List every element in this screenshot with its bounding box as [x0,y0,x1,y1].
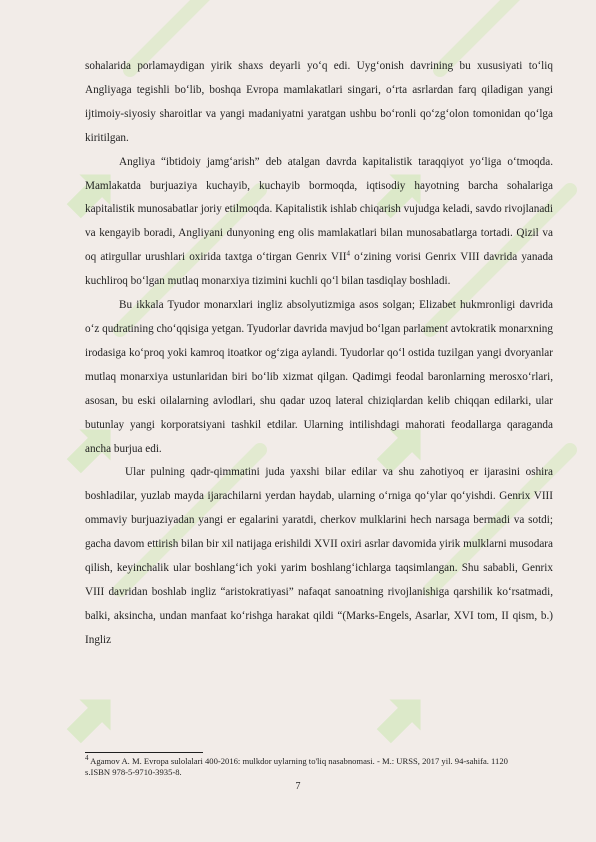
footnote [85,756,535,778]
paragraph-4: Ular pulning qadr-qimmatini juda yaxshi bilar edilar va shu zahotiyoq er ijarasini oshira boshladilar, yuzlab mayda ijarachilarni yerdan haydab, ularning o‘rniga qo‘ylar qo‘yishdi. Genrix VIII ommaviy burjuaziyadan yangi er egalarini yaratdi, cherkov mulklarini hech narsaga bermadi va sotdi; gacha davom ettirish bilan bir xil natijaga erishildi XVII oxiri asrlar davomida yirik mulklarni musodara qilish, keyinchalik ular boshlang‘ich yoki yarim boshlang‘ichlarga taqsimlangan. Shu sababli, Genrix VIII davridan boshlab ingliz “aristokratiyasi” nafaqat sanoatning rivojlanishiga qarshilik ko‘rsatmadi, balki, aksincha, undan manfaat ko‘rishga harakat qildi “(Marks-Engels, Asarlar, XVI tom, II qism, b.) Ingliz [85,466,553,646]
paragraph-2-text-continued: o‘zining vorisi Genrix VIII davrida yanada kuchliroq bo‘lgan mutlaq monarxiya tizimini kuchli qo‘l bilan tasdiqlay boshladi. [85,251,554,288]
footnote-divider [85,752,203,753]
paragraph-3: Bu ikkala Tyudor monarxlari ingliz absolyutizmiga asos solgan; Elizabet hukmronligi davrida o‘z qudratining cho‘qqisiga yetgan. Tyudorlar davrida mavjud bo‘lgan parlament avtokratik monarxning irodasiga ko‘proq yoki kamroq itoatkor og‘ziga aylandi. Tyudorlar qo‘l ostida tuzilgan yangi dvoryanlar mutlaq monarxiya ustunlaridan biri bo‘lib xizmat qilgan. Qadimgi feodal baronlarning merosxo‘rlari, asosan, bu eski oilalarning avlodlari, shu qadar uzoq lateral chiziqlardan kelib chiqqan edilarki, ular butunlay yangi korporatsiyani tashkil etdilar. Ularning intilishdagi mahorati feodallarga qaraganda ancha burjua edi. [85,299,553,455]
body-text [85,55,553,653]
paragraph-1: sohalarida porlamaydigan yirik shaxs deyarli yo‘q edi. Uyg‘onish davrining bu xususiyati to‘liq Angliyaga tegishli bo‘lib, boshqa Evropa mamlakatlari singari, o‘rta asrlardan farq qiladigan yangi ijtimoiy-siyosiy sharoitlar va yangi madaniyatni yaratgan ushbu bo‘ronli qo‘zg‘olon tomonidan qo‘lga kiritilgan. [85,60,553,144]
paragraph-2-text: Angliya “ibtidoiy jamg‘arish” deb atalgan davrda kapitalistik taraqqiyot yo‘liga o‘tmoqda. Mamlakatda burjuaziya kuchayib, kuchayib bormoqda, iqtisodiy hayotning barcha sohalariga kapitalistik munosabatlar joriy etilmoqda. Kapitalistik ishlab chiqarish vujudga keladi, savdo rivojlanadi va kengayib boradi, Angliyani dunyoning eng olis mamlakatlari bilan munosabatlarga tortadi. Qizil va oq atirgullar urushlari oxirida taxtga o‘tirgan Genrix VII [85,155,553,264]
watermark-arrow-icon [368,684,436,752]
watermark-arrow-icon [58,684,126,752]
footnote-text: Agamov A. M. Evropa sulolalari 400-2016: mulkdor uylarning to'liq nasabnomasi. - M.: URSS, 2017 yil. 94-sahifa. 1120 s.ISBN 978-5-9710-3935-8. [85,756,508,777]
paragraph-2 [85,151,553,294]
footnote-reference[interactable]: 4 [346,249,350,258]
page-number: 7 [295,781,301,792]
footnote-marker: 4 [85,754,89,763]
